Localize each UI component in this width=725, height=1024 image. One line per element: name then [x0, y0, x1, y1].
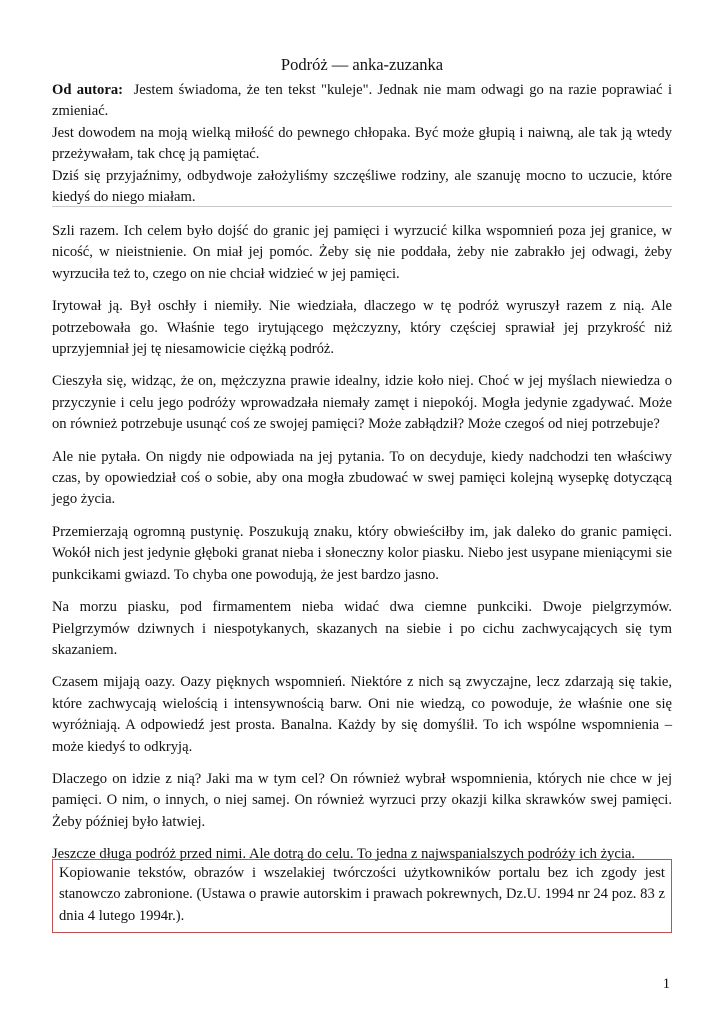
document-page [52, 0, 672, 1024]
author-note-label: Od autora: [52, 82, 123, 98]
story-body [52, 221, 672, 877]
author-note-text: Jestem świadoma, że ten tekst "kuleje". Jednak nie mam odwagi go na razie poprawiać i zmieniać. [52, 82, 672, 120]
story-paragraph: Przemierzają ogromną pustynię. Poszukują znaku, który obwieściłby im, jak daleko do granic pamięci. Wokół nich jest jedynie głęboki granat nieba i słoneczny kolor piasku. Niebo jest usypane mieniącymi sie punkcikami gwiazd. To chyba one powodują, że jest bardzo jasno. [52, 523, 672, 583]
author-note-line: Jest dowodem na moją wielką miłość do pewnego chłopaka. Być może głupią i naiwną, ale tak ją wtedy przeżywałam, tak chcę ją pamiętać. [52, 124, 672, 163]
page-number: 1 [662, 976, 670, 992]
story-paragraph: Irytował ją. Był oschły i niemiły. Nie wiedziała, dlaczego w tę podróż wyruszył razem z nią. Ale potrzebowała go. Właśnie tego irytującego mężczyzny, który częściej sprawiał jej przykrość niż uprzyjemniał jej tę niesamowicie ciężką podróż. [52, 298, 672, 358]
document-title: Podróż — anka-zuzanka [280, 55, 444, 74]
story-paragraph: Na morzu piasku, pod firmamentem nieba widać dwa ciemne punkciki. Dwoje pielgrzymów. Pielgrzymów dziwnych i niespotykanych, skazanych na siebie i po cichu zachwycających się tym skazaniem. [52, 599, 672, 658]
section-divider [52, 206, 672, 207]
story-paragraph: Dlaczego on idzie z nią? Jaki ma w tym cel? On również wybrał wspomnienia, których nie chce w jej pamięci. O nim, o innych, o niej samej. On również wyrzuci przy okazji kilka skrawków swej pamięci. Żeby później było łatwiej. [52, 770, 672, 830]
story-paragraph: Ale nie pytała. On nigdy nie odpowiada na jej pytania. To on decyduje, kiedy nadchodzi ten właściwy czas, by opowiedział coś o sobie, aby ona mogła zbudować w swej pamięci kolejną wysepkę dotyczącą jego życia. [52, 448, 672, 508]
author-note [52, 80, 672, 208]
story-paragraph: Cieszyła się, widząc, że on, mężczyzna prawie idealny, idzie koło niej. Choć w jej myślach niewiedza o przyczynie i celu jego podróży wprowadzała niemały zamęt i niepokój. Mogła jedynie zgadywać. Może on również potrzebuje usunąć coś ze swojej pamięci? Może zabłądził? Może czegoś od niej potrzebuje? [52, 373, 672, 433]
story-paragraph: Szli razem. Ich celem było dojść do granic jej pamięci i wyrzucić kilka wspomnień poza jej granice, w nicość, w nieistnienie. On miał jej pomóc. Żeby się nie poddała, żeby nie zabrakło jej odwagi, żeby wyrzuciła też to, czego on nie chciał widzieć w jej pamięci. [52, 223, 672, 282]
story-paragraph: Jeszcze długa podróż przed nimi. Ale dotrą do celu. To jedna z najwspanialszych podróży ich życia. [52, 846, 636, 863]
author-note-line: Dziś się przyjaźnimy, odbydwoje założyliśmy szczęśliwe rodziny, ale szanuję mocno to uczucie, które kiedyś do niego miałam. [52, 167, 672, 206]
author-note-line [52, 80, 672, 123]
copyright-notice: Kopiowanie tekstów, obrazów i wszelakiej twórczości użytkowników portalu bez ich zgody jest stanowczo zabronione. (Ustawa o prawie autorskim i prawach pokrewnych, Dz.U. 1994 nr 24 poz. 83 z dnia 4 lutego 1994r.). [52, 859, 672, 933]
story-paragraph: Czasem mijają oazy. Oazy pięknych wspomnień. Niektóre z nich są zwyczajne, lecz zdarzają się takie, które zachwycają wielością i intensywnością barw. Oni nie wiedzą, co powoduje, że właśnie one się wyróżniają. A odpowiedź jest prosta. Banalna. Każdy by się domyślił. To ich wspólne wspomnienia – może kiedyś to odkryją. [52, 674, 672, 755]
